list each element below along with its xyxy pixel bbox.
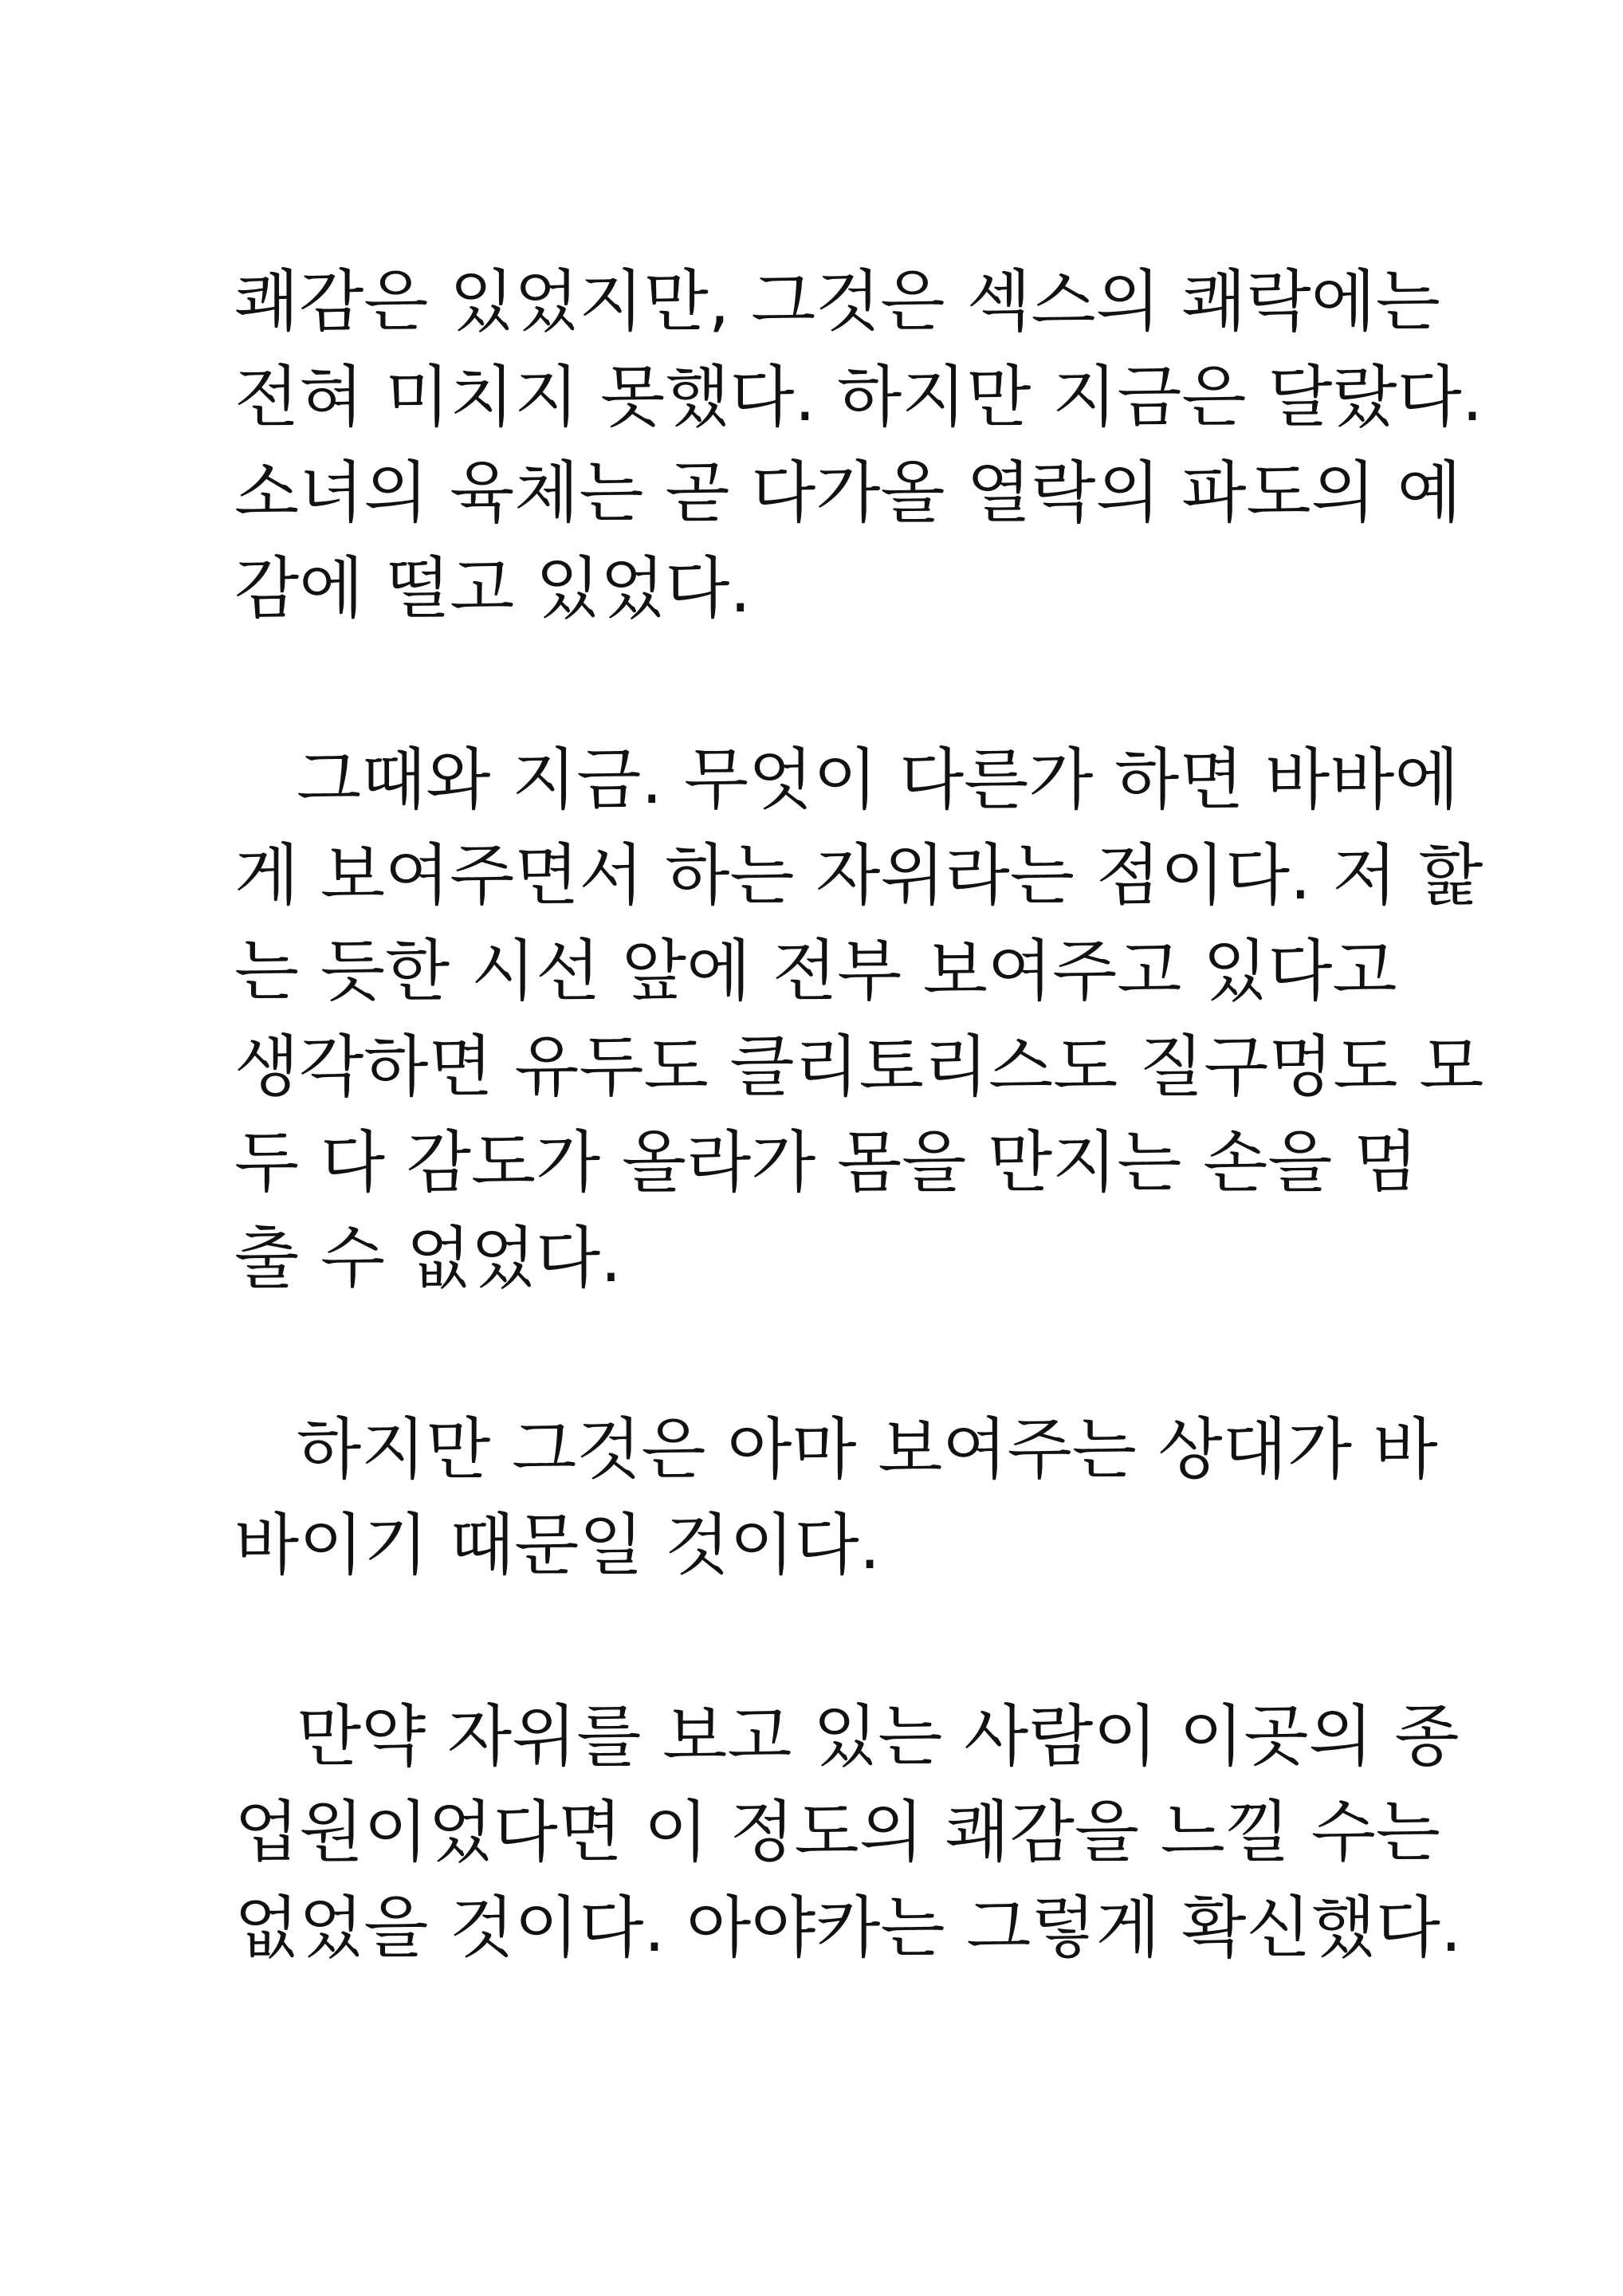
text-line: 하지만 그것은 아마 보여주는 상대가 바 — [297, 1410, 1438, 1488]
body-text — [234, 254, 1484, 2071]
text-line: 출 수 없었다. — [234, 1219, 622, 1297]
paragraph-4 — [234, 1689, 1462, 1976]
text-line: 업원이었다면 이 정도의 쾌감을 느낄 수는 — [234, 1793, 1440, 1871]
text-line: 감에 떨고 있었다. — [234, 549, 752, 627]
text-line: 게 보여주면서 하는 자위라는 점이다. 저 핥 — [234, 836, 1483, 914]
paragraph-1 — [234, 254, 1483, 636]
text-line: 쾌감은 있었지만, 그것은 섹스의 쾌락에는 — [234, 262, 1440, 340]
text-line: 는 듯한 시선 앞에 전부 보여주고 있다고 — [234, 932, 1397, 1010]
text-line: 두 다 감도가 올라가 몸을 만지는 손을 멈 — [234, 1123, 1419, 1201]
paragraph-3 — [234, 1402, 1438, 1593]
text-line: 만약 자위를 보고 있는 사람이 이곳의 종 — [297, 1697, 1460, 1775]
text-line: 없었을 것이다. 아야카는 그렇게 확신했다. — [234, 1889, 1462, 1967]
text-line: 전혀 미치지 못했다. 하지만 지금은 달랐다. — [234, 358, 1483, 436]
text-line: 그때와 지금. 무엇이 다른가 하면 바바에 — [297, 741, 1460, 819]
text-line: 생각하면 유두도 클리토리스도 질구멍도 모 — [234, 1028, 1484, 1106]
text-line: 소녀의 육체는 곧 다가올 열락의 파도의 예 — [234, 454, 1462, 532]
paragraph-2 — [234, 732, 1484, 1306]
text-line: 바이기 때문일 것이다. — [234, 1506, 881, 1584]
